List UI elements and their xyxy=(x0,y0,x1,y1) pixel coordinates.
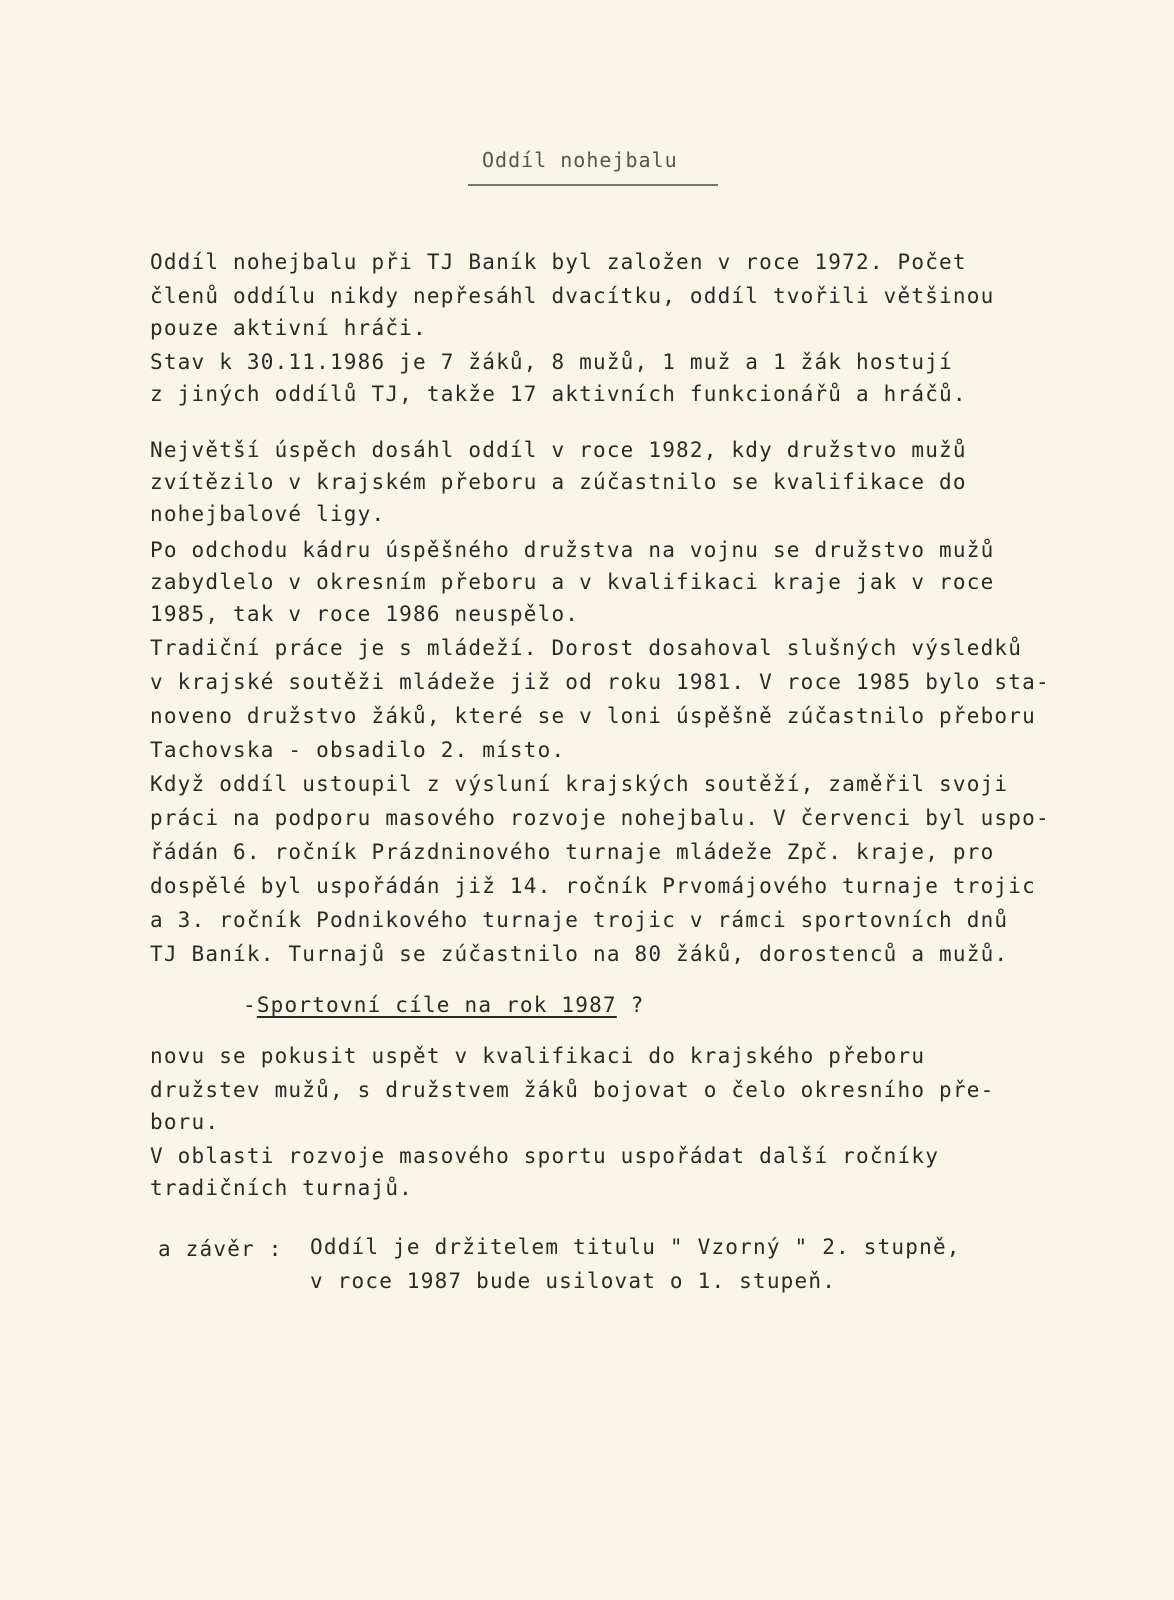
paragraph-6-line-5: a 3. ročník Podnikového turnaje trojic v rámci sportovních dnů xyxy=(150,908,1009,932)
goals-paragraph-1-line-1: novu se pokusit uspět v kvalifikaci do krajského přeboru xyxy=(150,1044,926,1068)
section-heading-prefix: - xyxy=(243,993,257,1017)
section-heading-suffix: ? xyxy=(616,993,645,1017)
paragraph-4-line-2: zabydlelo v okresním přeboru a v kvalifikaci kraje jak v roce xyxy=(150,570,995,594)
paragraph-3-line-3: nohejbalové ligy. xyxy=(150,502,386,526)
paragraph-3-line-2: zvítězilo v krajském přeboru a zúčastnilo se kvalifikace do xyxy=(150,470,967,494)
paragraph-5-line-4: Tachovska - obsadilo 2. místo. xyxy=(150,738,566,762)
section-heading xyxy=(243,993,644,1017)
paragraph-6-line-4: dospělé byl uspořádán již 14. ročník Prvomájového turnaje trojic xyxy=(150,874,1036,898)
paragraph-5-line-2: v krajské soutěži mládeže již od roku 1981. V roce 1985 bylo sta- xyxy=(150,670,1050,694)
paragraph-6-line-1: Když oddíl ustoupil z výsluní krajských soutěží, zaměřil svoji xyxy=(150,772,1009,796)
section-heading-text: Sportovní cíle na rok 1987 xyxy=(256,993,617,1017)
paragraph-5-line-3: noveno družstvo žáků, které se v loni úspěšně zúčastnilo přeboru xyxy=(150,704,1036,728)
paragraph-6-line-2: práci na podporu masového rozvoje nohejbalu. V červenci byl uspo- xyxy=(150,806,1050,830)
goals-paragraph-2-line-1: V oblasti rozvoje masového sportu uspořádat další ročníky xyxy=(150,1144,940,1168)
conclusion-label: a závěr : xyxy=(158,1237,283,1261)
paragraph-4-line-3: 1985, tak v roce 1986 neuspělo. xyxy=(150,602,580,626)
paragraph-1-line-3: pouze aktivní hráči. xyxy=(150,316,427,340)
paragraph-3-line-1: Největší úspěch dosáhl oddíl v roce 1982, kdy družstvo mužů xyxy=(150,438,967,462)
paragraph-4-line-1: Po odchodu kádru úspěšného družstva na vojnu se družstvo mužů xyxy=(150,538,995,562)
conclusion-line-1: Oddíl je držitelem titulu " Vzorný " 2. stupně, xyxy=(310,1235,961,1259)
paragraph-1-line-1: Oddíl nohejbalu při TJ Baník byl založen v roce 1972. Počet xyxy=(150,250,967,274)
goals-paragraph-1-line-3: boru. xyxy=(150,1110,220,1134)
paragraph-2-line-1: Stav k 30.11.1986 je 7 žáků, 8 mužů, 1 muž a 1 žák hostují xyxy=(150,350,953,374)
paragraph-1-line-2: členů oddílu nikdy nepřesáhl dvacítku, oddíl tvořili většinou xyxy=(150,284,995,308)
goals-paragraph-2-line-2: tradičních turnajů. xyxy=(150,1176,414,1200)
paragraph-6-line-6: TJ Baník. Turnajů se zúčastnilo na 80 žáků, dorostenců a mužů. xyxy=(150,942,1009,966)
conclusion-line-2: v roce 1987 bude usilovat o 1. stupeň. xyxy=(310,1269,837,1293)
paragraph-6-line-3: řádán 6. ročník Prázdninového turnaje mládeže Zpč. kraje, pro xyxy=(150,840,995,864)
goals-paragraph-1-line-2: družstev mužů, s družstvem žáků bojovat o čelo okresního pře- xyxy=(150,1078,995,1102)
paragraph-5-line-1: Tradiční práce je s mládeží. Dorost dosahoval slušných výsledků xyxy=(150,636,1023,660)
document-title: Oddíl nohejbalu xyxy=(482,148,678,172)
title-underline xyxy=(468,184,718,186)
paragraph-2-line-2: z jiných oddílů TJ, takže 17 aktivních funkcionářů a hráčů. xyxy=(150,382,967,406)
